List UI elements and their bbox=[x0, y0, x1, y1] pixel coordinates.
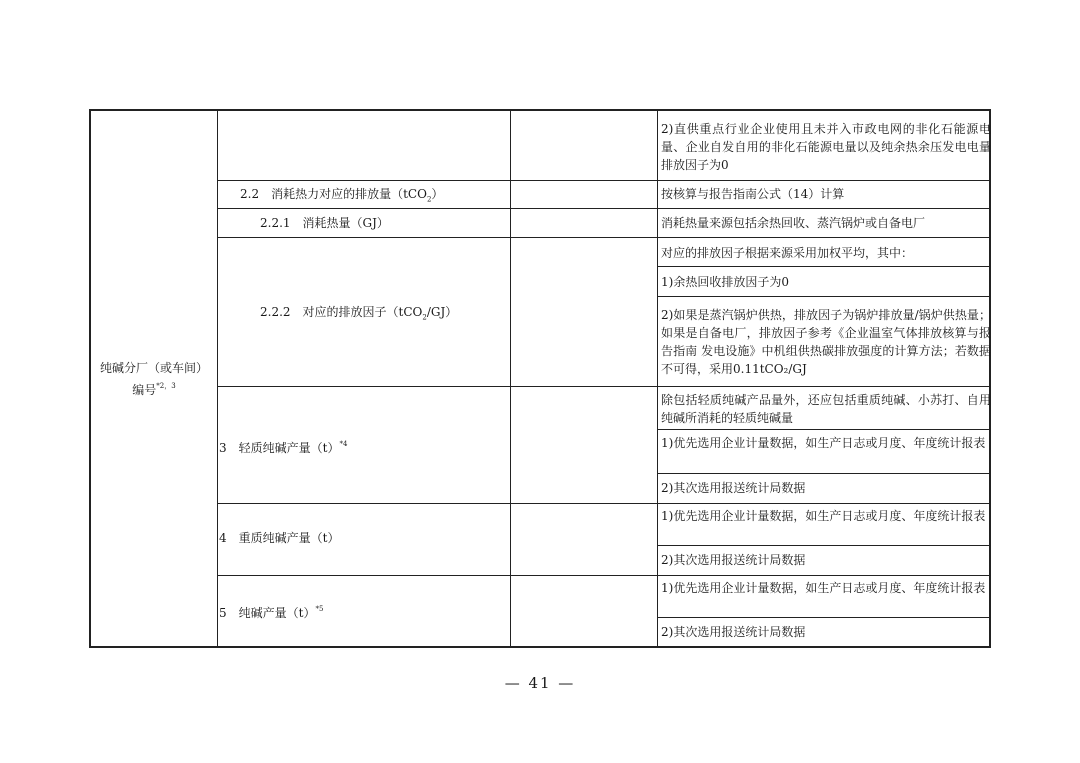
note-light-soda-source1: 1)优先选用企业计量数据，如生产日志或月度、年度统计报表 bbox=[661, 436, 986, 450]
note-electricity-factor: 2)直供重点行业企业使用且未并入市政电网的非化石能源电量、企业自发自用的非化石能源电量以及纯余热余压发电电量排放因子为0 bbox=[661, 122, 991, 172]
row-divider bbox=[217, 237, 989, 238]
page-number: — 41 — bbox=[504, 674, 576, 692]
item-dense-soda-output: 4 重质纯碱产量（t） bbox=[219, 531, 340, 545]
note-waste-heat-factor: 1)余热回收排放因子为0 bbox=[661, 275, 789, 289]
row-divider bbox=[217, 386, 989, 387]
note-soda-source2: 2)其次选用报送统计局数据 bbox=[661, 625, 806, 639]
note-boiler-factor: 2)如果是蒸汽锅炉供热，排放因子为锅炉排放量/锅炉供热量；如果是自备电厂，排放因子参考《企业温室气体排放核算与报告指南 发电设施》中机组供热碳排放强度的计算方法；若数据不可得，采用0.11tCO₂/GJ bbox=[661, 308, 991, 376]
note-factor-weighted: 对应的排放因子根据来源采用加权平均，其中： bbox=[661, 246, 914, 260]
note-soda-source1: 1)优先选用企业计量数据，如生产日志或月度、年度统计报表 bbox=[661, 581, 986, 595]
data-table bbox=[89, 109, 991, 648]
column-divider-1 bbox=[217, 109, 218, 648]
subrow-divider bbox=[657, 545, 989, 546]
item-soda-output: 5 纯碱产量$(t)^{*5}$ bbox=[219, 605, 324, 620]
item-heat-consumed: 2.2.1 消耗热量（GJ） bbox=[260, 216, 389, 230]
note-heat-emission: 按核算与报告指南公式（14）计算 bbox=[661, 187, 845, 201]
subrow-divider bbox=[657, 473, 989, 474]
subrow-divider bbox=[657, 429, 989, 430]
row-divider bbox=[217, 180, 989, 181]
item-light-soda-output: 3 轻质纯碱产量$(t)^{*4}$ bbox=[219, 440, 348, 455]
note-heat-consumed: 消耗热量来源包括余热回收、蒸汽锅炉或自备电厂 bbox=[661, 216, 926, 230]
subrow-divider bbox=[657, 296, 989, 297]
table-border-top bbox=[89, 109, 991, 111]
table-border-bottom bbox=[89, 646, 991, 648]
subrow-divider bbox=[657, 617, 989, 618]
workshop-label: 纯碱分厂（或车间） 编号$^{*2,3}$ bbox=[99, 361, 208, 397]
row-divider bbox=[217, 575, 989, 576]
column-divider-3 bbox=[657, 109, 658, 648]
note-light-soda-source2: 2)其次选用报送统计局数据 bbox=[661, 481, 806, 495]
note-light-soda-scope: 除包括轻质纯碱产品量外，还应包括重质纯碱、小苏打、自用纯碱所消耗的轻质纯碱量 bbox=[661, 393, 991, 425]
row-divider bbox=[217, 503, 989, 504]
note-dense-soda-source2: 2)其次选用报送统计局数据 bbox=[661, 553, 806, 567]
item-heat-emission: 2.2 消耗热力对应的排放量（tCO$_2$） bbox=[240, 187, 444, 204]
table-border-right bbox=[989, 109, 991, 648]
note-dense-soda-source1: 1)优先选用企业计量数据，如生产日志或月度、年度统计报表 bbox=[661, 509, 986, 523]
subrow-divider bbox=[657, 266, 989, 267]
item-emission-factor: 2.2.2 对应的排放因子（tCO$_2$/GJ） bbox=[260, 305, 458, 322]
column-divider-2 bbox=[510, 109, 511, 648]
